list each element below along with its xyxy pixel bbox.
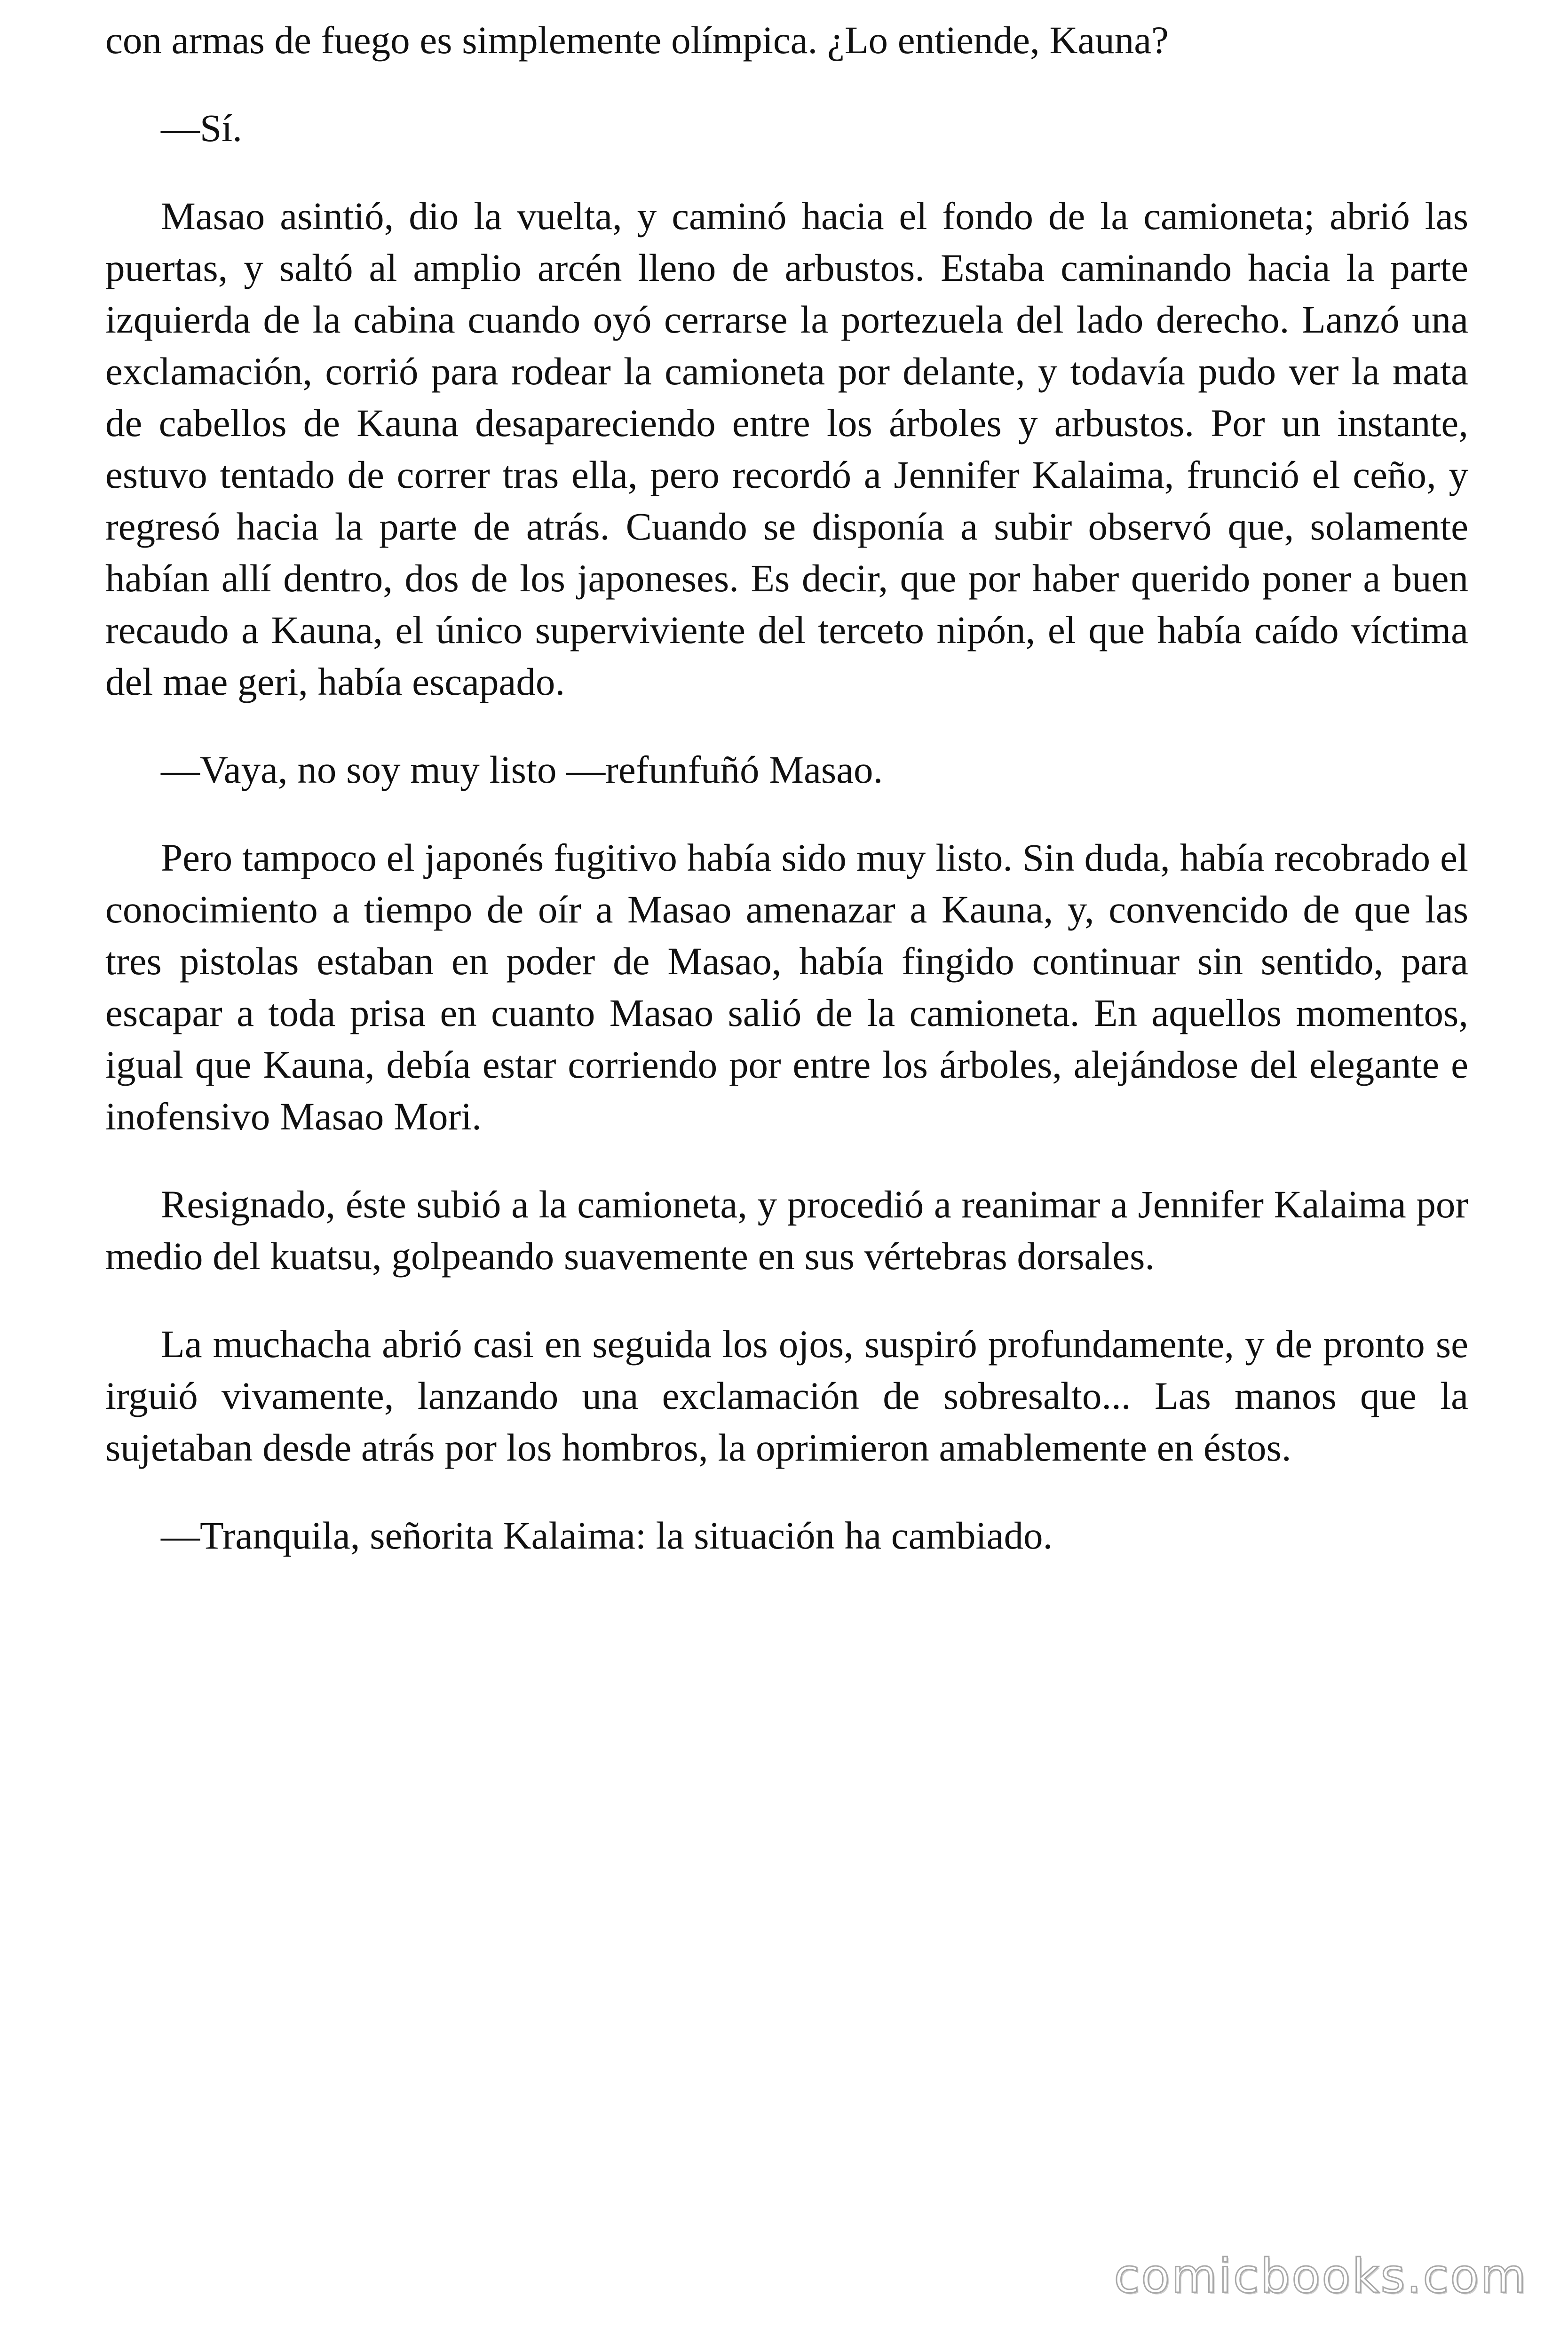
paragraph-narration: Pero tampoco el japonés fugitivo había sido muy listo. Sin duda, había recobrado el conocimiento a tiempo de oír a Masao amenazar a Kauna, y, convencido de que las tres pistolas estaban en poder de Masao, había fingido continuar sin sentido, para escapar a toda prisa en cuanto Masao salió de la camioneta. En aquellos momentos, igual que Kauna, debía estar corriendo por entre los árboles, alejándose del elegante e inofensivo Masao Mori. — [105, 836, 1468, 1138]
book-page — [105, 14, 1468, 1597]
paragraph-dialogue: —Sí. — [161, 106, 242, 150]
paragraph-dialogue: —Vaya, no soy muy listo —refunfuñó Masao. — [161, 748, 883, 791]
paragraph-narration: La muchacha abrió casi en seguida los ojos, suspiró profundamente, y de pronto se irguió vivamente, lanzando una exclamación de sobresalto... Las manos que la sujetaban desde atrás por los hombros, la oprimieron amablemente en éstos. — [105, 1322, 1468, 1469]
paragraph-narration: Resignado, éste subió a la camioneta, y procedió a reanimar a Jennifer Kalaima por medio del kuatsu, golpeando suavemente en sus vértebras dorsales. — [105, 1183, 1468, 1278]
paragraph-narration: Masao asintió, dio la vuelta, y caminó hacia el fondo de la camioneta; abrió las puertas, y saltó al amplio arcén lleno de arbustos. Estaba caminando hacia la parte izquierda de la cabina cuando oyó cerrarse la portezuela del lado derecho. Lanzó una exclamación, corrió para rodear la camioneta por delante, y todavía pudo ver la mata de cabellos de Kauna desapareciendo entre los árboles y arbustos. Por un instante, estuvo tentado de correr tras ella, pero recordó a Jennifer Kalaima, frunció el ceño, y regresó hacia la parte de atrás. Cuando se disponía a subir observó que, solamente habían allí dentro, dos de los japoneses. Es decir, que por haber querido poner a buen recaudo a Kauna, el único superviviente del terceto nipón, el que había caído víctima del mae geri, había escapado. — [105, 194, 1468, 703]
watermark-logo: comicbooks.com — [1114, 2249, 1528, 2304]
paragraph-dialogue: —Tranquila, señorita Kalaima: la situación ha cambiado. — [161, 1514, 1053, 1557]
paragraph-continuation: con armas de fuego es simplemente olímpica. ¿Lo entiende, Kauna? — [105, 18, 1169, 62]
